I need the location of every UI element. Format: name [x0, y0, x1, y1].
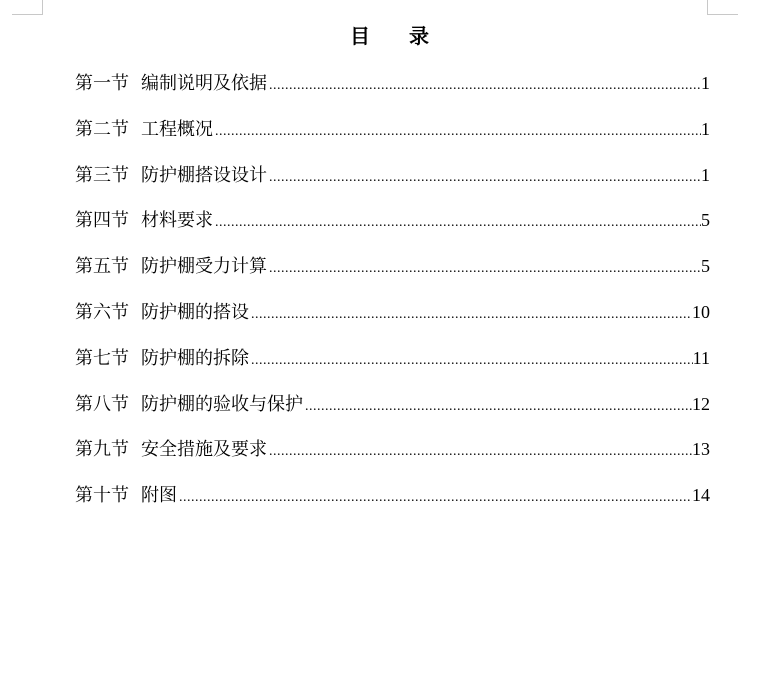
toc-dot-leader — [213, 210, 701, 236]
toc-entry-page: 12 — [692, 393, 710, 414]
toc-entry-page: 13 — [692, 439, 710, 460]
toc-entry-number: 第八节 — [75, 393, 129, 415]
toc-entry-title: 防护棚受力计算 — [141, 256, 267, 278]
toc-entry-title: 防护棚搭设设计 — [141, 164, 267, 186]
toc-dot-leader — [267, 439, 692, 465]
toc-entry[interactable] — [75, 162, 710, 208]
toc-entry-number: 第二节 — [75, 118, 129, 140]
toc-entry-title: 防护棚的搭设 — [141, 301, 249, 323]
toc-dot-leader — [267, 73, 701, 99]
toc-entry-page: 5 — [701, 210, 710, 231]
toc-entry-title: 防护棚的拆除 — [141, 347, 249, 369]
toc-entry-title: 工程概况 — [141, 118, 213, 140]
toc-entry-number: 第九节 — [75, 439, 129, 461]
toc-entry-title: 防护棚的验收与保护 — [141, 393, 303, 415]
crop-mark-top-left — [12, 0, 43, 15]
toc-entry-title: 编制说明及依据 — [141, 73, 267, 94]
crop-mark-top-right — [707, 0, 738, 15]
toc-entry-title: 安全措施及要求 — [141, 439, 267, 461]
toc-entry[interactable] — [75, 436, 710, 482]
toc-list — [75, 70, 710, 528]
toc-entry[interactable] — [75, 207, 710, 253]
toc-dot-leader — [177, 485, 692, 511]
toc-entry-number: 第三节 — [75, 164, 129, 186]
toc-dot-leader — [303, 394, 692, 420]
toc-entry-number: 第六节 — [75, 301, 129, 323]
toc-entry[interactable] — [75, 116, 710, 162]
toc-entry[interactable] — [75, 482, 710, 528]
toc-entry-title: 附图 — [141, 485, 177, 507]
toc-entry-page: 1 — [701, 164, 710, 185]
toc-entry-page: 5 — [701, 256, 710, 277]
toc-entry-page: 1 — [701, 118, 710, 139]
toc-entry-title: 材料要求 — [141, 210, 213, 232]
toc-dot-leader — [213, 119, 701, 145]
toc-entry[interactable] — [75, 70, 710, 116]
toc-entry[interactable] — [75, 345, 710, 391]
toc-dot-leader — [267, 256, 701, 282]
toc-entry-page: 14 — [692, 485, 710, 506]
toc-entry-page: 1 — [701, 73, 710, 93]
toc-entry[interactable] — [75, 253, 710, 299]
toc-dot-leader — [249, 348, 693, 374]
toc-dot-leader — [249, 302, 692, 328]
toc-entry-page: 11 — [692, 347, 710, 368]
toc-entry-number: 第一节 — [75, 73, 129, 94]
toc-title: 目 录 — [350, 24, 445, 48]
toc-entry-number: 第十节 — [75, 485, 129, 507]
toc-entry-number: 第七节 — [75, 347, 129, 369]
toc-entry-page: 10 — [692, 301, 710, 322]
toc-dot-leader — [267, 165, 701, 191]
toc-entry-number: 第五节 — [75, 256, 129, 278]
toc-entry-number: 第四节 — [75, 210, 129, 232]
toc-entry[interactable] — [75, 299, 710, 345]
toc-entry[interactable] — [75, 391, 710, 437]
